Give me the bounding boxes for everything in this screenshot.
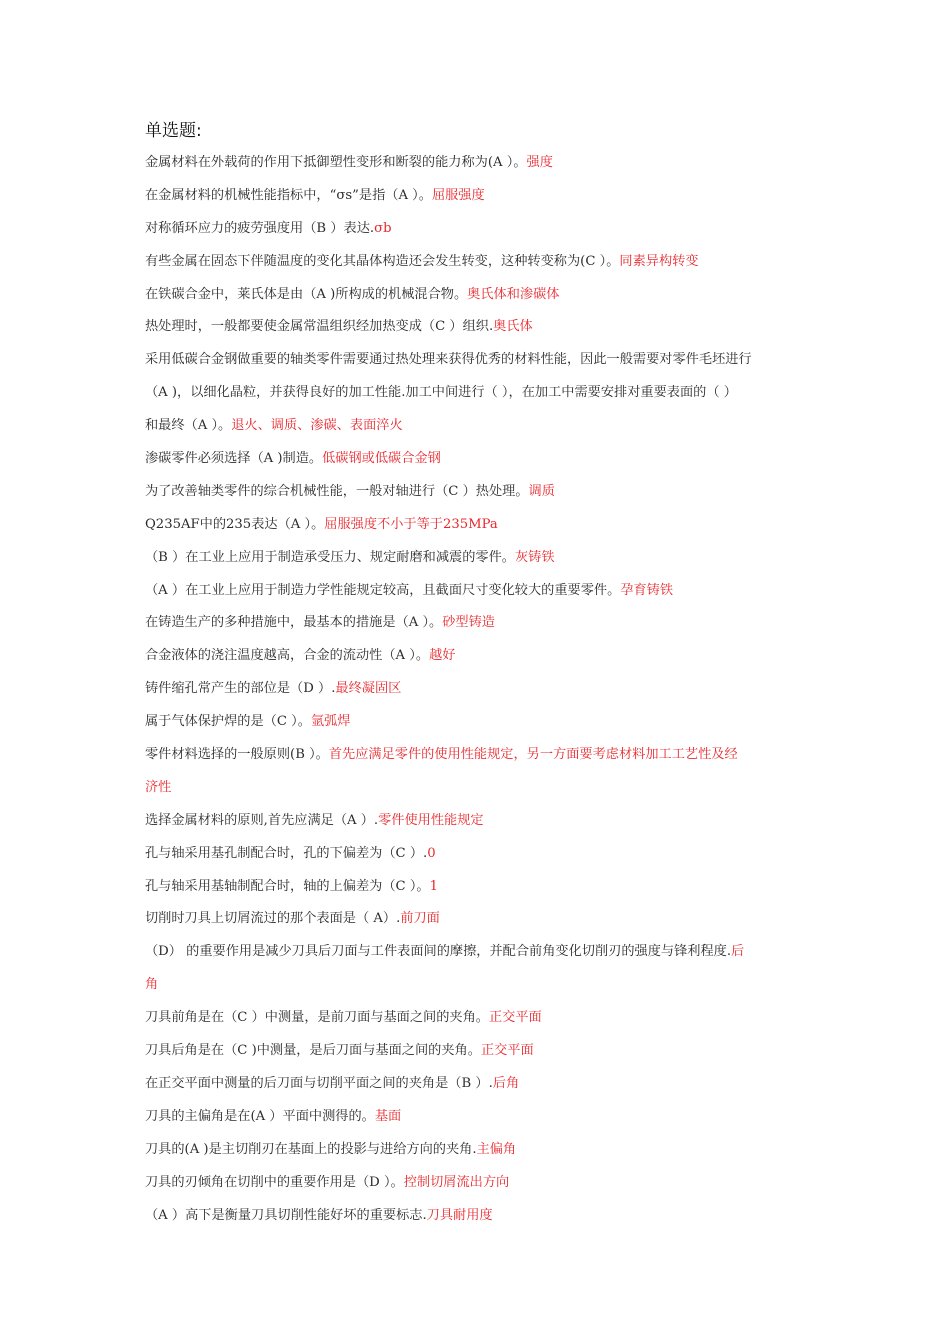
answer-text: 越好 (429, 648, 456, 664)
question-text: （A )，以细化晶粒，并获得良好的加工性能.加工中间进行（ ），在加工中需要安排对重要表面的（ ） (145, 385, 737, 401)
answer-text: σb (374, 220, 392, 236)
answer-text: 济性 (145, 779, 172, 795)
answer-text: 前刀面 (400, 911, 440, 927)
question-text: Q235AF中的235表达（A ）。 (145, 516, 325, 532)
question-text: 热处理时，一般都要使金属常温组织经加热变成（C ）组织. (145, 319, 494, 335)
question-line (145, 1104, 810, 1137)
question-line (145, 446, 810, 479)
question-text: 合金液体的浇注温度越高，合金的流动性（A ）。 (145, 648, 430, 664)
question-line (145, 1203, 810, 1236)
question-text: 刀具的主偏角是在(A ）平面中测得的。 (145, 1108, 375, 1124)
answer-text: 后角 (492, 1075, 520, 1091)
answer-text: 砂型铸造 (442, 615, 495, 631)
question-line (145, 1005, 810, 1038)
question-text: 渗碳零件必须选择（A )制造。 (145, 451, 323, 467)
answer-text: 1 (429, 878, 439, 894)
question-text: 刀具的刃倾角在切削中的重要作用是（D ）。 (145, 1174, 404, 1190)
question-text: （A ）在工业上应用于制造力学性能规定较高，且截面尺寸变化较大的重要零件。 (145, 582, 621, 598)
question-text: 在正交平面中测量的后刀面与切削平面之间的夹角是（B ）. (145, 1075, 493, 1091)
question-text: 刀具的(A )是主切削刃在基面上的投影与进给方向的夹角. (145, 1141, 477, 1157)
question-line (145, 939, 810, 972)
answer-text: 孕育铸铁 (620, 582, 674, 598)
question-text: 在铸造生产的多种措施中，最基本的措施是（A ）。 (145, 615, 443, 631)
question-text: 孔与轴采用基孔制配合时，孔的下偏差为（C ）. (145, 845, 428, 861)
question-line (145, 314, 810, 347)
question-line (145, 479, 810, 512)
question-line (145, 972, 810, 1005)
question-list (145, 150, 810, 1235)
answer-text: 主偏角 (476, 1141, 517, 1157)
answer-text: 后 (731, 944, 745, 960)
answer-text: 调质 (528, 483, 555, 499)
question-line (145, 676, 810, 709)
question-text: 有些金属在固态下伴随温度的变化其晶体构造还会发生转变，这种转变称为(C ）。 (145, 253, 620, 269)
question-line (145, 578, 810, 611)
question-text: 和最终（A ）。 (145, 418, 232, 434)
answer-text: 最终凝固区 (335, 681, 402, 697)
question-text: 在金属材料的机械性能指标中，“σs”是指（A ）。 (145, 187, 432, 203)
question-line (145, 1071, 810, 1104)
question-line (145, 775, 810, 808)
question-line (145, 512, 810, 545)
answer-text: 零件使用性能规定 (378, 812, 484, 828)
question-text: 对称循环应力的疲劳强度用（B ）表达. (145, 220, 375, 236)
answer-text: 灰铸铁 (514, 549, 555, 565)
answer-text: 0 (427, 845, 436, 861)
question-line (145, 643, 810, 676)
question-line (145, 183, 810, 216)
question-text: 零件材料选择的一般原则(B ）。 (145, 747, 329, 763)
question-line (145, 545, 810, 578)
question-line (145, 216, 810, 249)
answer-text: 控制切屑流出方向 (403, 1174, 510, 1190)
answer-text: 氩弧焊 (310, 714, 351, 730)
question-text: 孔与轴采用基轴制配合时，轴的上偏差为（C ）。 (145, 878, 430, 894)
question-line (145, 380, 810, 413)
question-text: （A ）高下是衡量刀具切削性能好坏的重要标志. (145, 1207, 427, 1223)
question-text: 采用低碳合金钢做重要的轴类零件需要通过热处理来获得优秀的材料性能，因此一般需要对零件毛坯进行 (145, 352, 752, 368)
question-text: 铸件缩孔常产生的部位是（D ）. (145, 681, 336, 697)
question-line (145, 742, 810, 775)
answer-text: 低碳钢或低碳合金钢 (322, 451, 441, 467)
answer-text: 正交平面 (480, 1043, 534, 1059)
question-text: （D） 的重要作用是减少刀具后刀面与工件表面间的摩擦，并配合前角变化切削刃的强度与锋利程度. (145, 944, 732, 960)
question-text: 在铁碳合金中，莱氏体是由（A )所构成的机械混合物。 (145, 286, 468, 302)
question-text: 切削时刀具上切屑流过的那个表面是（ A）. (145, 911, 401, 927)
question-text: （B ）在工业上应用于制造承受压力、规定耐磨和减震的零件。 (145, 549, 515, 565)
question-line (145, 282, 810, 315)
answer-text: 正交平面 (488, 1010, 542, 1026)
question-line (145, 1137, 810, 1170)
answer-text: 屈服强度不小于等于235MPa (324, 516, 498, 532)
answer-text: 奥氏体 (493, 319, 533, 335)
answer-text: 强度 (526, 155, 553, 170)
question-text: 刀具后角是在（C )中测量，是后刀面与基面之间的夹角。 (145, 1043, 481, 1059)
answer-text: 首先应满足零件的使用性能规定，另一方面要考虑材料加工工艺性及经 (328, 747, 738, 763)
answer-text: 同素异构转变 (619, 253, 699, 269)
question-line (145, 150, 810, 183)
question-text: 刀具前角是在（C ）中测量，是前刀面与基面之间的夹角。 (145, 1010, 489, 1026)
question-line (145, 709, 810, 742)
answer-text: 退火、调质、渗碳、表面淬火 (231, 418, 403, 434)
answer-text: 角 (145, 977, 159, 993)
question-line (145, 808, 810, 841)
answer-text: 屈服强度 (431, 187, 485, 203)
question-text: 为了改善轴类零件的综合机械性能，一般对轴进行（C ）热处理。 (145, 483, 529, 499)
section-heading: 单选题: (145, 121, 202, 141)
question-line (145, 1170, 810, 1203)
question-line (145, 347, 810, 380)
question-line (145, 610, 810, 643)
question-text: 选择金属材料的原则,首先应满足（A ）. (145, 812, 379, 828)
answer-text: 基面 (374, 1108, 402, 1124)
question-line (145, 413, 810, 446)
question-line (145, 249, 810, 282)
question-line (145, 841, 810, 874)
question-text: 属于气体保护焊的是（C ）。 (145, 714, 311, 730)
question-line (145, 1038, 810, 1071)
question-line (145, 906, 810, 939)
answer-text: 刀具耐用度 (426, 1207, 493, 1223)
question-line (145, 874, 810, 907)
question-text: 金属材料在外载荷的作用下抵御塑性变形和断裂的能力称为(A ）。 (145, 155, 527, 170)
answer-text: 奥氏体和渗碳体 (467, 286, 560, 302)
